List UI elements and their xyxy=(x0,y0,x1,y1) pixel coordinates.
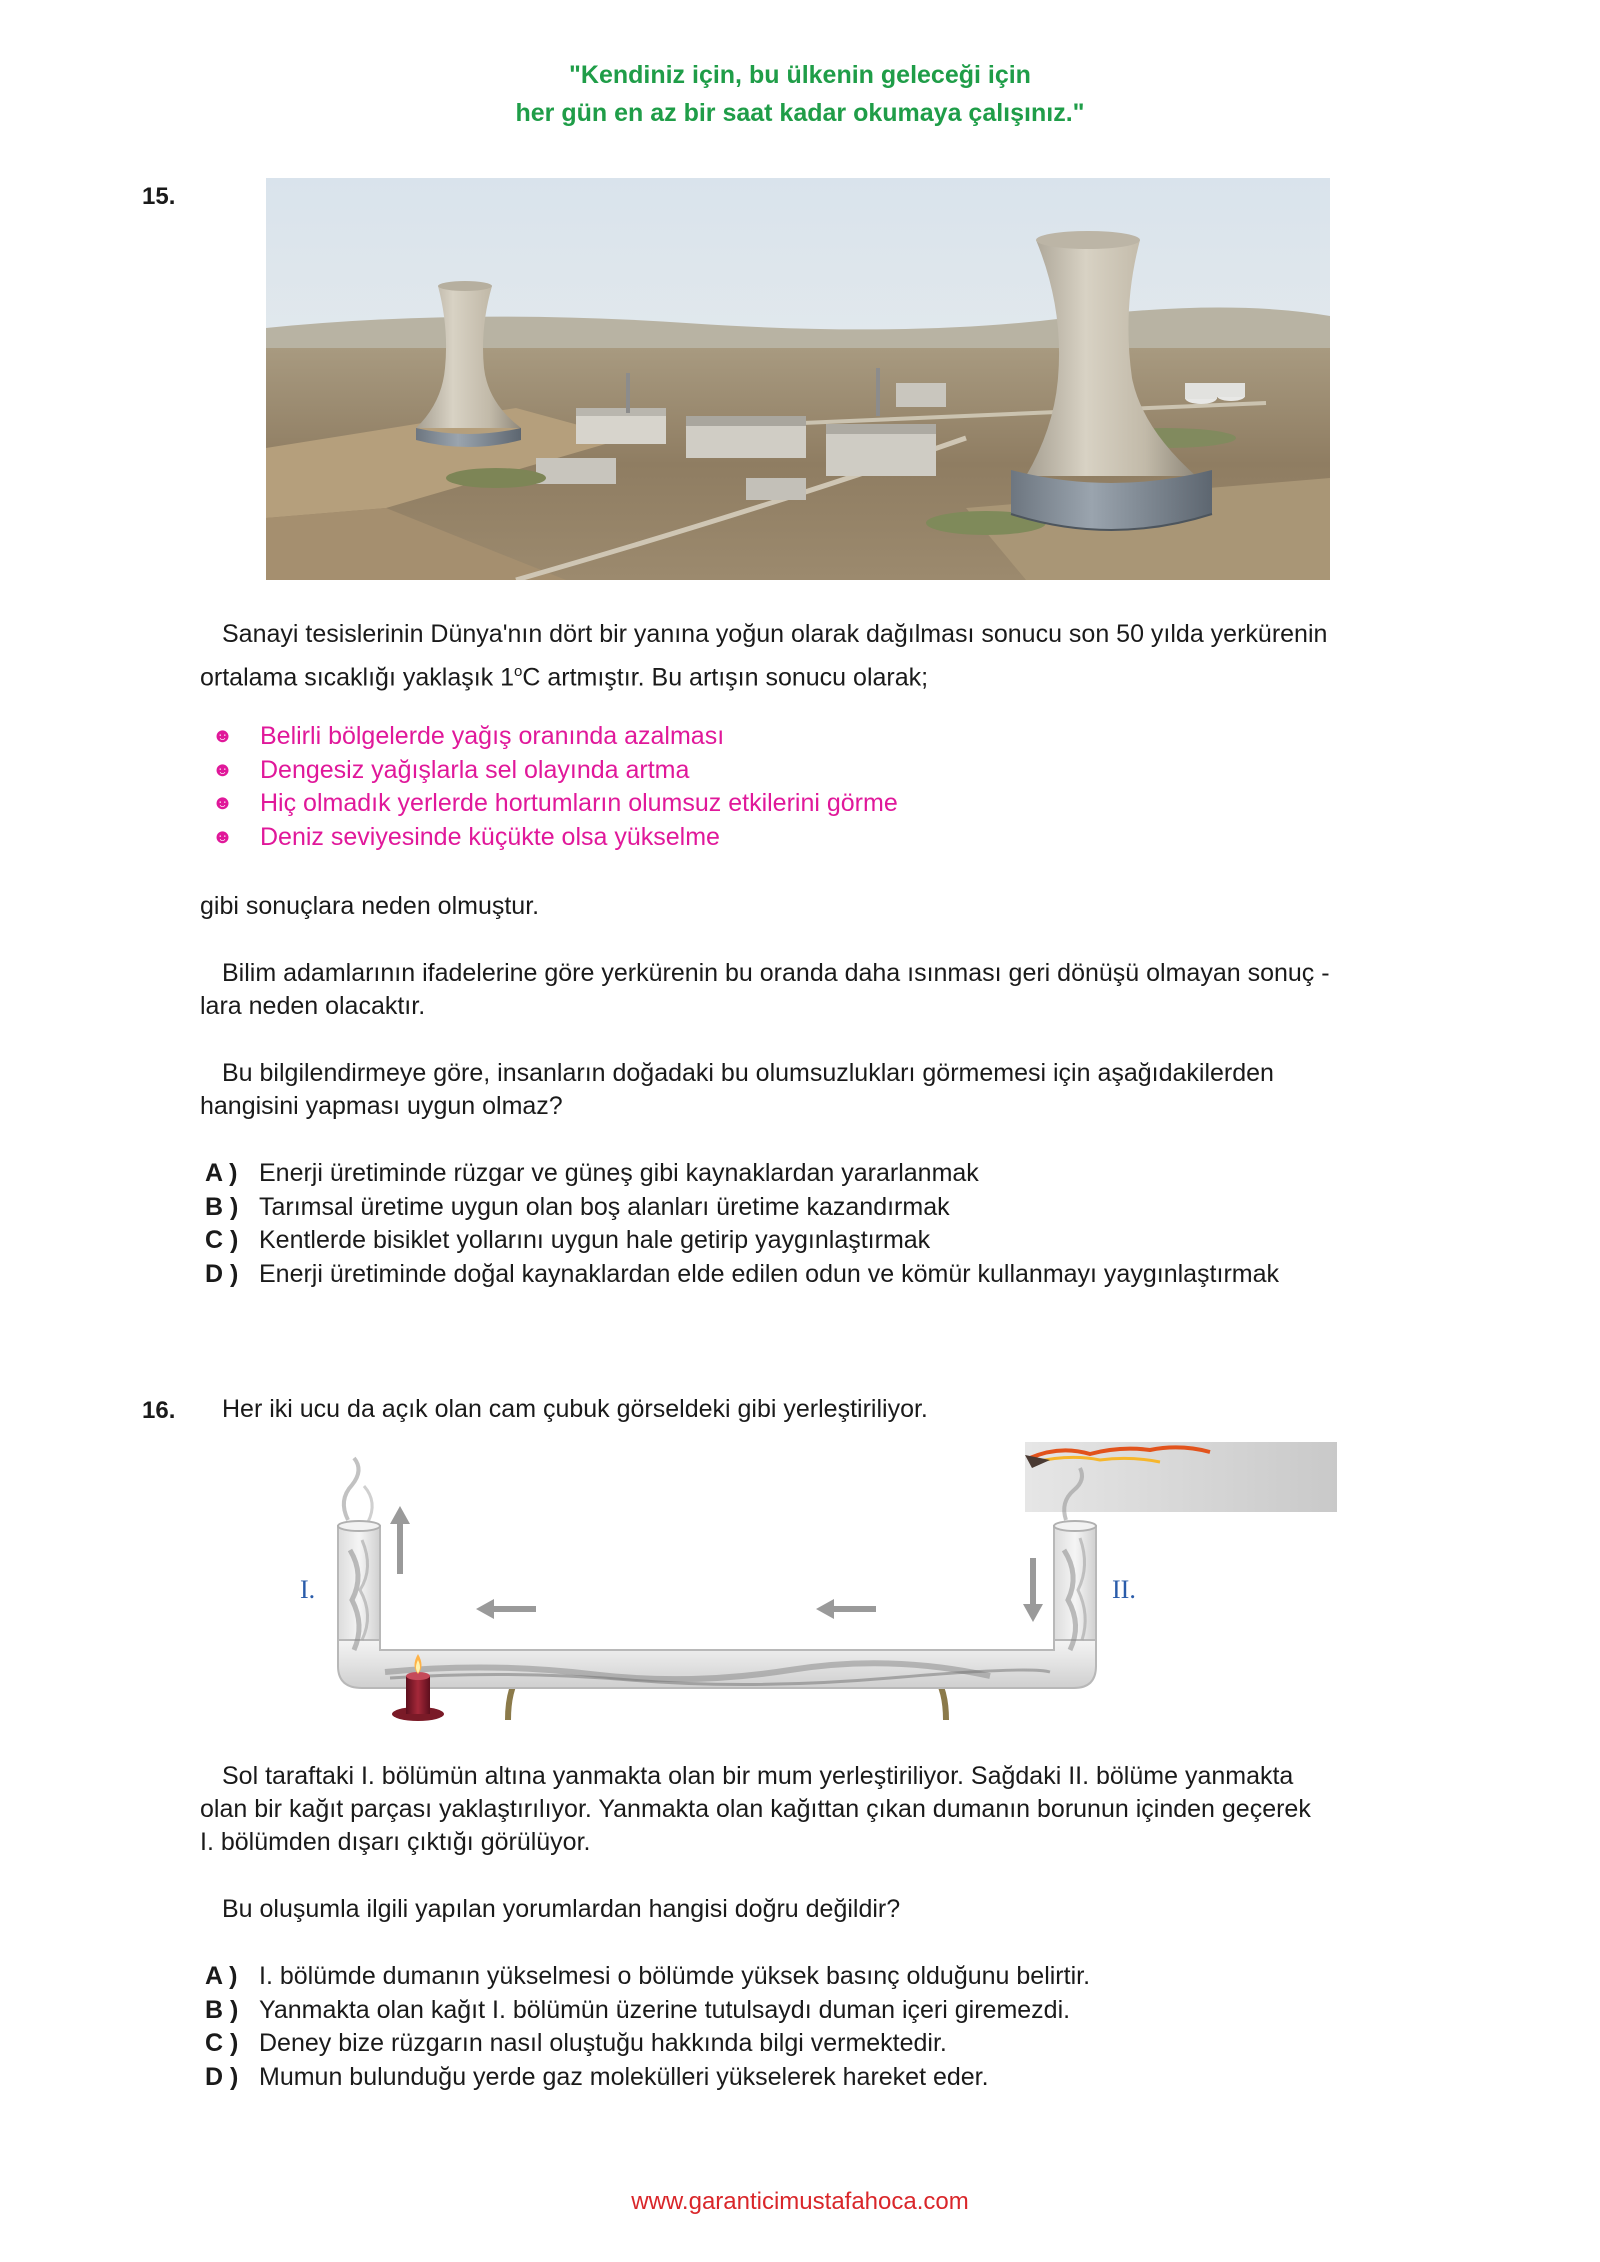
list-item: ☻ Belirli bölgelerde yağış oranında azalması xyxy=(212,720,898,754)
smiley-bullet-icon: ☻ xyxy=(212,758,234,781)
q16-intro: Her iki ucu da açık olan cam çubuk görseldeki gibi yerleştiriliyor. xyxy=(222,1395,928,1423)
list-item: ☻ Deniz seviyesinde küçükte olsa yükselme xyxy=(212,821,898,855)
q15-paragraph-1-line-2-start: ortalama sıcaklığı yaklaşık 1 xyxy=(200,663,515,692)
glass-tube-experiment-diagram xyxy=(290,1440,1350,1740)
label-section-2: II. xyxy=(1112,1575,1136,1604)
degree-superscript: o xyxy=(514,663,523,680)
question-15-number: 15. xyxy=(142,183,176,210)
motto-line-2: her gün en az bir saat kadar okumaya çalışınız." xyxy=(515,99,1085,127)
label-section-1: I. xyxy=(300,1575,316,1604)
q15-paragraph-3-line-1: Bilim adamlarının ifadelerine göre yerkürenin bu oranda daha ısınması geri dönüşü olmayan sonuç - xyxy=(222,959,1330,987)
smiley-bullet-icon: ☻ xyxy=(212,725,234,747)
q16-paragraph-line-2: olan bir kağıt parçası yaklaştırılıyor. Yanmakta olan kağıttan çıkan dumanın borunun içinden geçerek xyxy=(200,1795,1311,1823)
q16-paragraph-line-3: I. bölümden dışarı çıktığı görülüyor. xyxy=(200,1828,591,1856)
q15-option-a[interactable]: A ) Enerji üretiminde rüzgar ve güneş gibi kaynaklardan yararlanmak xyxy=(205,1159,979,1187)
q16-options xyxy=(205,1960,1090,2094)
q15-paragraph-1-line-2 xyxy=(200,655,928,694)
motto xyxy=(0,56,1600,132)
q15-paragraph-2: gibi sonuçlara neden olmuştur. xyxy=(200,892,540,920)
q16-option-d[interactable]: D ) Mumun bulunduğu yerde gaz molekülleri yükselerek hareket eder. xyxy=(205,2062,989,2091)
smiley-bullet-icon: ☻ xyxy=(212,825,234,848)
q15-paragraph-1-line-1: Sanayi tesislerinin Dünya'nın dört bir yanına yoğun olarak dağılması sonucu son 50 yılda yerkürenin xyxy=(222,620,1328,648)
list-item: ☻ Hiç olmadık yerlerde hortumların olumsuz etkilerini görme xyxy=(212,787,898,821)
q15-question-line-2: hangisini yapması uygun olmaz? xyxy=(200,1092,563,1120)
q15-option-d[interactable]: D ) Enerji üretiminde doğal kaynaklardan elde edilen odun ve kömür kullanmayı yaygınlaştırmak xyxy=(205,1259,1279,1288)
q16-option-b[interactable]: B ) Yanmakta olan kağıt I. bölümün üzerine tutulsaydı duman içeri giremezdi. xyxy=(205,1995,1071,2024)
footer-website-link[interactable]: www.garanticimustafahoca.com xyxy=(631,2188,969,2215)
smiley-bullet-icon: ☻ xyxy=(212,792,234,814)
q15-question-line-1: Bu bilgilendirmeye göre, insanların doğadaki bu olumsuzlukları görmemesi için aşağıdakilerden xyxy=(222,1059,1274,1087)
question-16-number: 16. xyxy=(142,1397,176,1424)
q16-option-c[interactable]: C ) Deney bize rüzgarın nasıl oluştuğu hakkında bilgi vermektedir. xyxy=(205,2029,947,2057)
q15-paragraph-3-line-2: lara neden olacaktır. xyxy=(200,992,426,1020)
q15-options xyxy=(205,1157,1279,1291)
effects-bullet-list xyxy=(212,720,898,854)
motto-line-1: "Kendiniz için, bu ülkenin geleceği için xyxy=(569,61,1031,89)
q16-paragraph-line-1: Sol taraftaki I. bölümün altına yanmakta olan bir mum yerleştiriliyor. Sağdaki II. bölüme yanmakta xyxy=(222,1762,1294,1790)
power-plant-photo xyxy=(266,178,1330,580)
q15-option-c[interactable]: C ) Kentlerde bisiklet yollarını uygun hale getirip yaygınlaştırmak xyxy=(205,1226,931,1254)
list-item: ☻ Dengesiz yağışlarla sel olayında artma xyxy=(212,754,898,788)
q16-question: Bu oluşumla ilgili yapılan yorumlardan hangisi doğru değildir? xyxy=(222,1895,901,1923)
q15-option-b[interactable]: B ) Tarımsal üretime uygun olan boş alanları üretime kazandırmak xyxy=(205,1192,950,1221)
q16-option-a[interactable]: A ) I. bölümde dumanın yükselmesi o bölümde yüksek basınç olduğunu belirtir. xyxy=(205,1962,1091,1990)
q15-paragraph-1-line-2-end: C artmıştır. Bu artışın sonucu olarak; xyxy=(522,663,929,692)
